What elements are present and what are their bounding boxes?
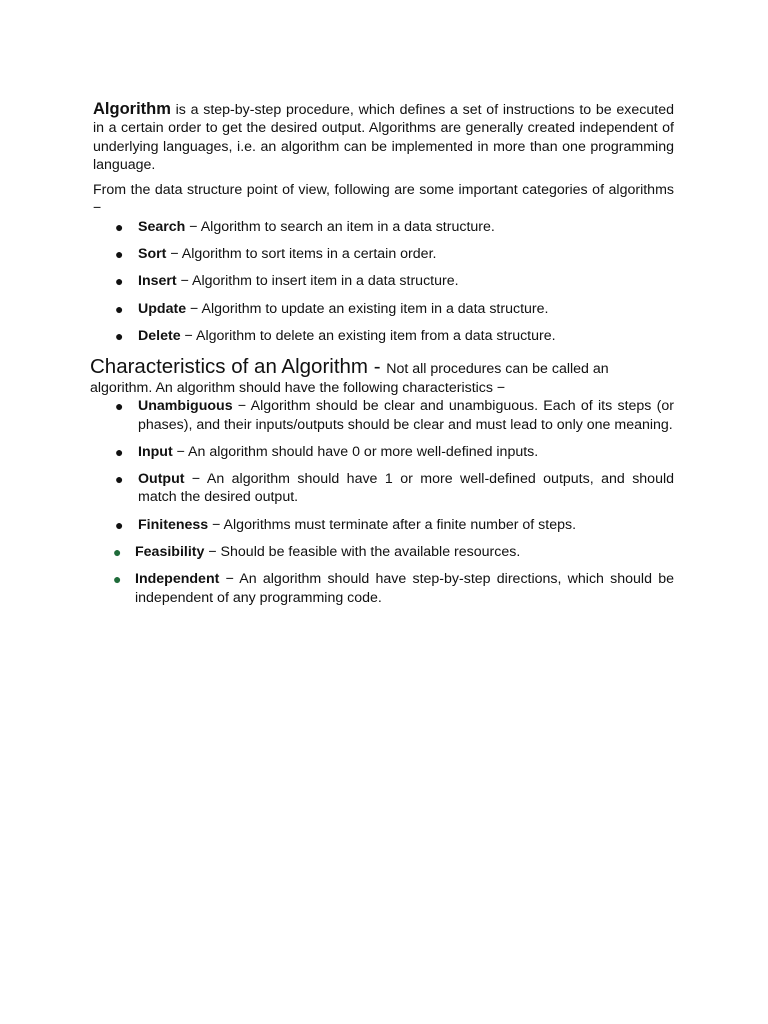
list-item-insert [93,272,674,290]
item-desc: − Algorithm should be clear and unambiguous. Each of its steps (or phases), and their inputs/outputs should be clear and must lead to only one meaning. [138,398,674,433]
item-desc: − Should be feasible with the available resources. [204,544,521,561]
item-desc: − Algorithms must terminate after a finite number of steps. [208,516,577,533]
item-term: Insert [138,273,177,290]
item-desc: − Algorithm to insert item in a data structure. [176,273,459,290]
characteristics-list [93,397,674,607]
green-bullet-icon: ● [113,544,122,561]
bullet-icon: ● [115,471,124,488]
item-term: Sort [138,246,167,263]
list-item-output [93,470,674,507]
item-term: Output [138,471,185,488]
bullet-icon: ● [115,246,124,263]
bullet-icon: ● [115,273,124,290]
list-item-finiteness [93,516,674,534]
item-term: Feasibility [135,544,205,561]
list-item-unambiguous [93,397,674,434]
categories-intro: From the data structure point of view, following are some important categories of algorithms − [93,182,674,217]
heading-line [90,357,674,379]
list-item-update [93,300,674,318]
list-item-delete [93,327,674,345]
list-item-input [93,443,674,461]
item-term: Independent [135,571,220,588]
item-desc: − Algorithm to delete an existing item from a data structure. [180,327,556,344]
item-desc: − An algorithm should have 1 or more well-defined outputs, and should match the desired output. [138,471,674,506]
list-item-independent [93,570,674,607]
item-desc: − Algorithm to update an existing item in a data structure. [186,300,549,317]
bullet-icon: ● [115,516,124,533]
characteristics-section-header [90,357,674,397]
item-desc: − An algorithm should have step-by-step directions, which should be independent of any programming code. [135,571,674,606]
item-term: Delete [138,327,181,344]
item-term: Search [138,218,186,235]
bullet-icon: ● [115,398,124,415]
item-desc: − Algorithm to search an item in a data structure. [185,218,495,235]
item-term: Input [138,443,173,460]
categories-list [93,218,674,345]
item-term: Finiteness [138,516,209,533]
bullet-icon: ● [115,443,124,460]
bullet-icon: ● [115,218,124,235]
item-desc: − An algorithm should have 0 or more well-defined inputs. [172,443,539,460]
bullet-icon: ● [115,300,124,317]
list-item-feasibility [93,543,674,561]
list-item-sort [93,245,674,263]
document-body [90,100,674,616]
item-desc: − Algorithm to sort items in a certain order. [166,246,437,263]
item-term: Unambiguous [138,398,233,415]
list-item-search [93,218,674,236]
intro-text: is a step-by-step procedure, which defines a set of instructions to be executed in a certain order to get the desired output. Algorithms are generally created independent of underlying languages, i.e. an algorithm can be implemented in more than one programming language. [93,102,674,173]
green-bullet-icon: ● [113,571,122,588]
heading-inline-text: Not all procedures can be called an [386,361,609,378]
intro-paragraph [93,100,674,174]
section-heading: Characteristics of an Algorithm - [90,355,387,379]
bullet-icon: ● [115,327,124,344]
item-term: Update [138,300,187,317]
heading-continuation: algorithm. An algorithm should have the following characteristics − [90,380,506,397]
intro-term: Algorithm [93,100,171,118]
